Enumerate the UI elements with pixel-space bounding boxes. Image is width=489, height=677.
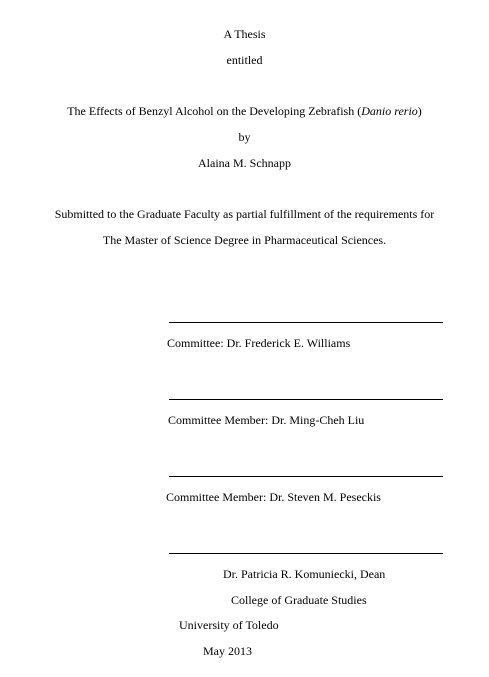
submission-statement-line-1: Submitted to the Graduate Faculty as partial fulfillment of the requirements for [54, 207, 435, 221]
by-label: by [238, 130, 251, 144]
submission-date: May 2013 [203, 644, 252, 658]
entitled-label: entitled [226, 53, 263, 67]
thesis-title [0, 104, 489, 118]
committee-member-2-label: Committee Member: Dr. Steven M. Peseckis [166, 490, 381, 504]
author-name: Alaina M. Schnapp [198, 156, 291, 170]
dean-office: College of Graduate Studies [231, 593, 367, 607]
committee-member-1-label: Committee Member: Dr. Ming-Cheh Liu [168, 413, 365, 427]
thesis-title-prefix: The Effects of Benzyl Alcohol on the Developing Zebrafish ( [67, 104, 362, 118]
signature-line-chair [169, 322, 443, 323]
dean-name: Dr. Patricia R. Komuniecki, Dean [223, 567, 386, 581]
thesis-title-suffix: ) [417, 104, 422, 118]
submission-statement-line-2: The Master of Science Degree in Pharmaceutical Sciences. [102, 233, 387, 247]
signature-line-dean [169, 553, 443, 554]
document-type-label: A Thesis [223, 27, 266, 41]
university-name: University of Toledo [179, 618, 279, 632]
signature-line-member-1 [169, 399, 443, 400]
thesis-title-species: Danio rerio [361, 104, 418, 118]
committee-chair-label: Committee: Dr. Frederick E. Williams [167, 336, 351, 350]
signature-line-member-2 [169, 476, 443, 477]
